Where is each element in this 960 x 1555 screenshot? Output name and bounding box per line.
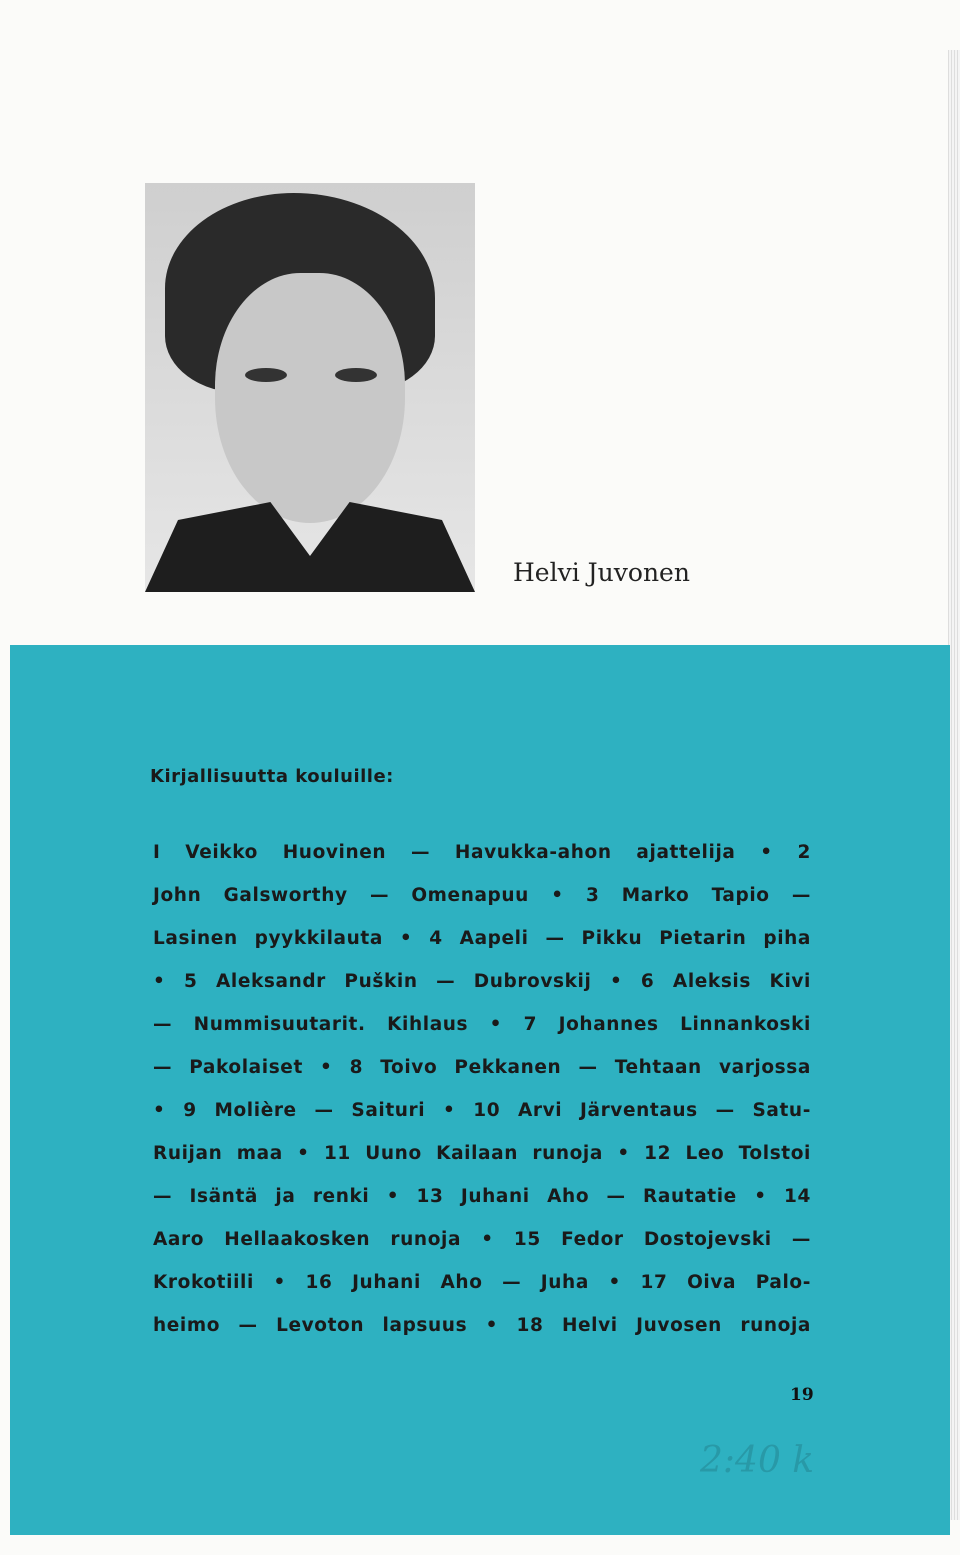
list-line: Aaro Hellaakosken runoja • 15 Fedor Dostojevski — xyxy=(153,1229,811,1250)
list-line: — Nummisuutarit. Kihlaus • 7 Johannes Linnankoski xyxy=(153,1014,811,1035)
list-line: John Galsworthy — Omenapuu • 3 Marko Tapio — xyxy=(153,885,811,906)
list-line: • 5 Aleksandr Puškin — Dubrovskij • 6 Aleksis Kivi xyxy=(153,971,811,992)
list-line: — Isäntä ja renki • 13 Juhani Aho — Rautatie • 14 xyxy=(153,1186,811,1207)
list-line: • 9 Molière — Saituri • 10 Arvi Järventaus — Satu- xyxy=(153,1100,811,1121)
handwritten-price: 2:40 k xyxy=(700,1440,815,1481)
list-line: heimo — Levoton lapsuus • 18 Helvi Juvosen runoja xyxy=(153,1315,811,1336)
list-line: — Pakolaiset • 8 Toivo Pekkanen — Tehtaan varjossa xyxy=(153,1057,811,1078)
list-line: Krokotiili • 16 Juhani Aho — Juha • 17 Oiva Palo- xyxy=(153,1272,811,1293)
author-caption: Helvi Juvonen xyxy=(513,558,690,587)
series-heading: Kirjallisuutta kouluille: xyxy=(150,766,394,787)
series-list xyxy=(153,838,811,1354)
portrait-eye xyxy=(245,368,287,382)
author-portrait xyxy=(145,183,475,592)
portrait-face xyxy=(215,273,405,523)
list-line: Ruijan maa • 11 Uuno Kailaan runoja • 12 Leo Tolstoi xyxy=(153,1143,811,1164)
page-number: 19 xyxy=(790,1385,814,1405)
portrait-eye xyxy=(335,368,377,382)
list-line: Lasinen pyykkilauta • 4 Aapeli — Pikku Pietarin piha xyxy=(153,928,811,949)
list-line: I Veikko Huovinen — Havukka-ahon ajattelija • 2 xyxy=(153,842,811,863)
